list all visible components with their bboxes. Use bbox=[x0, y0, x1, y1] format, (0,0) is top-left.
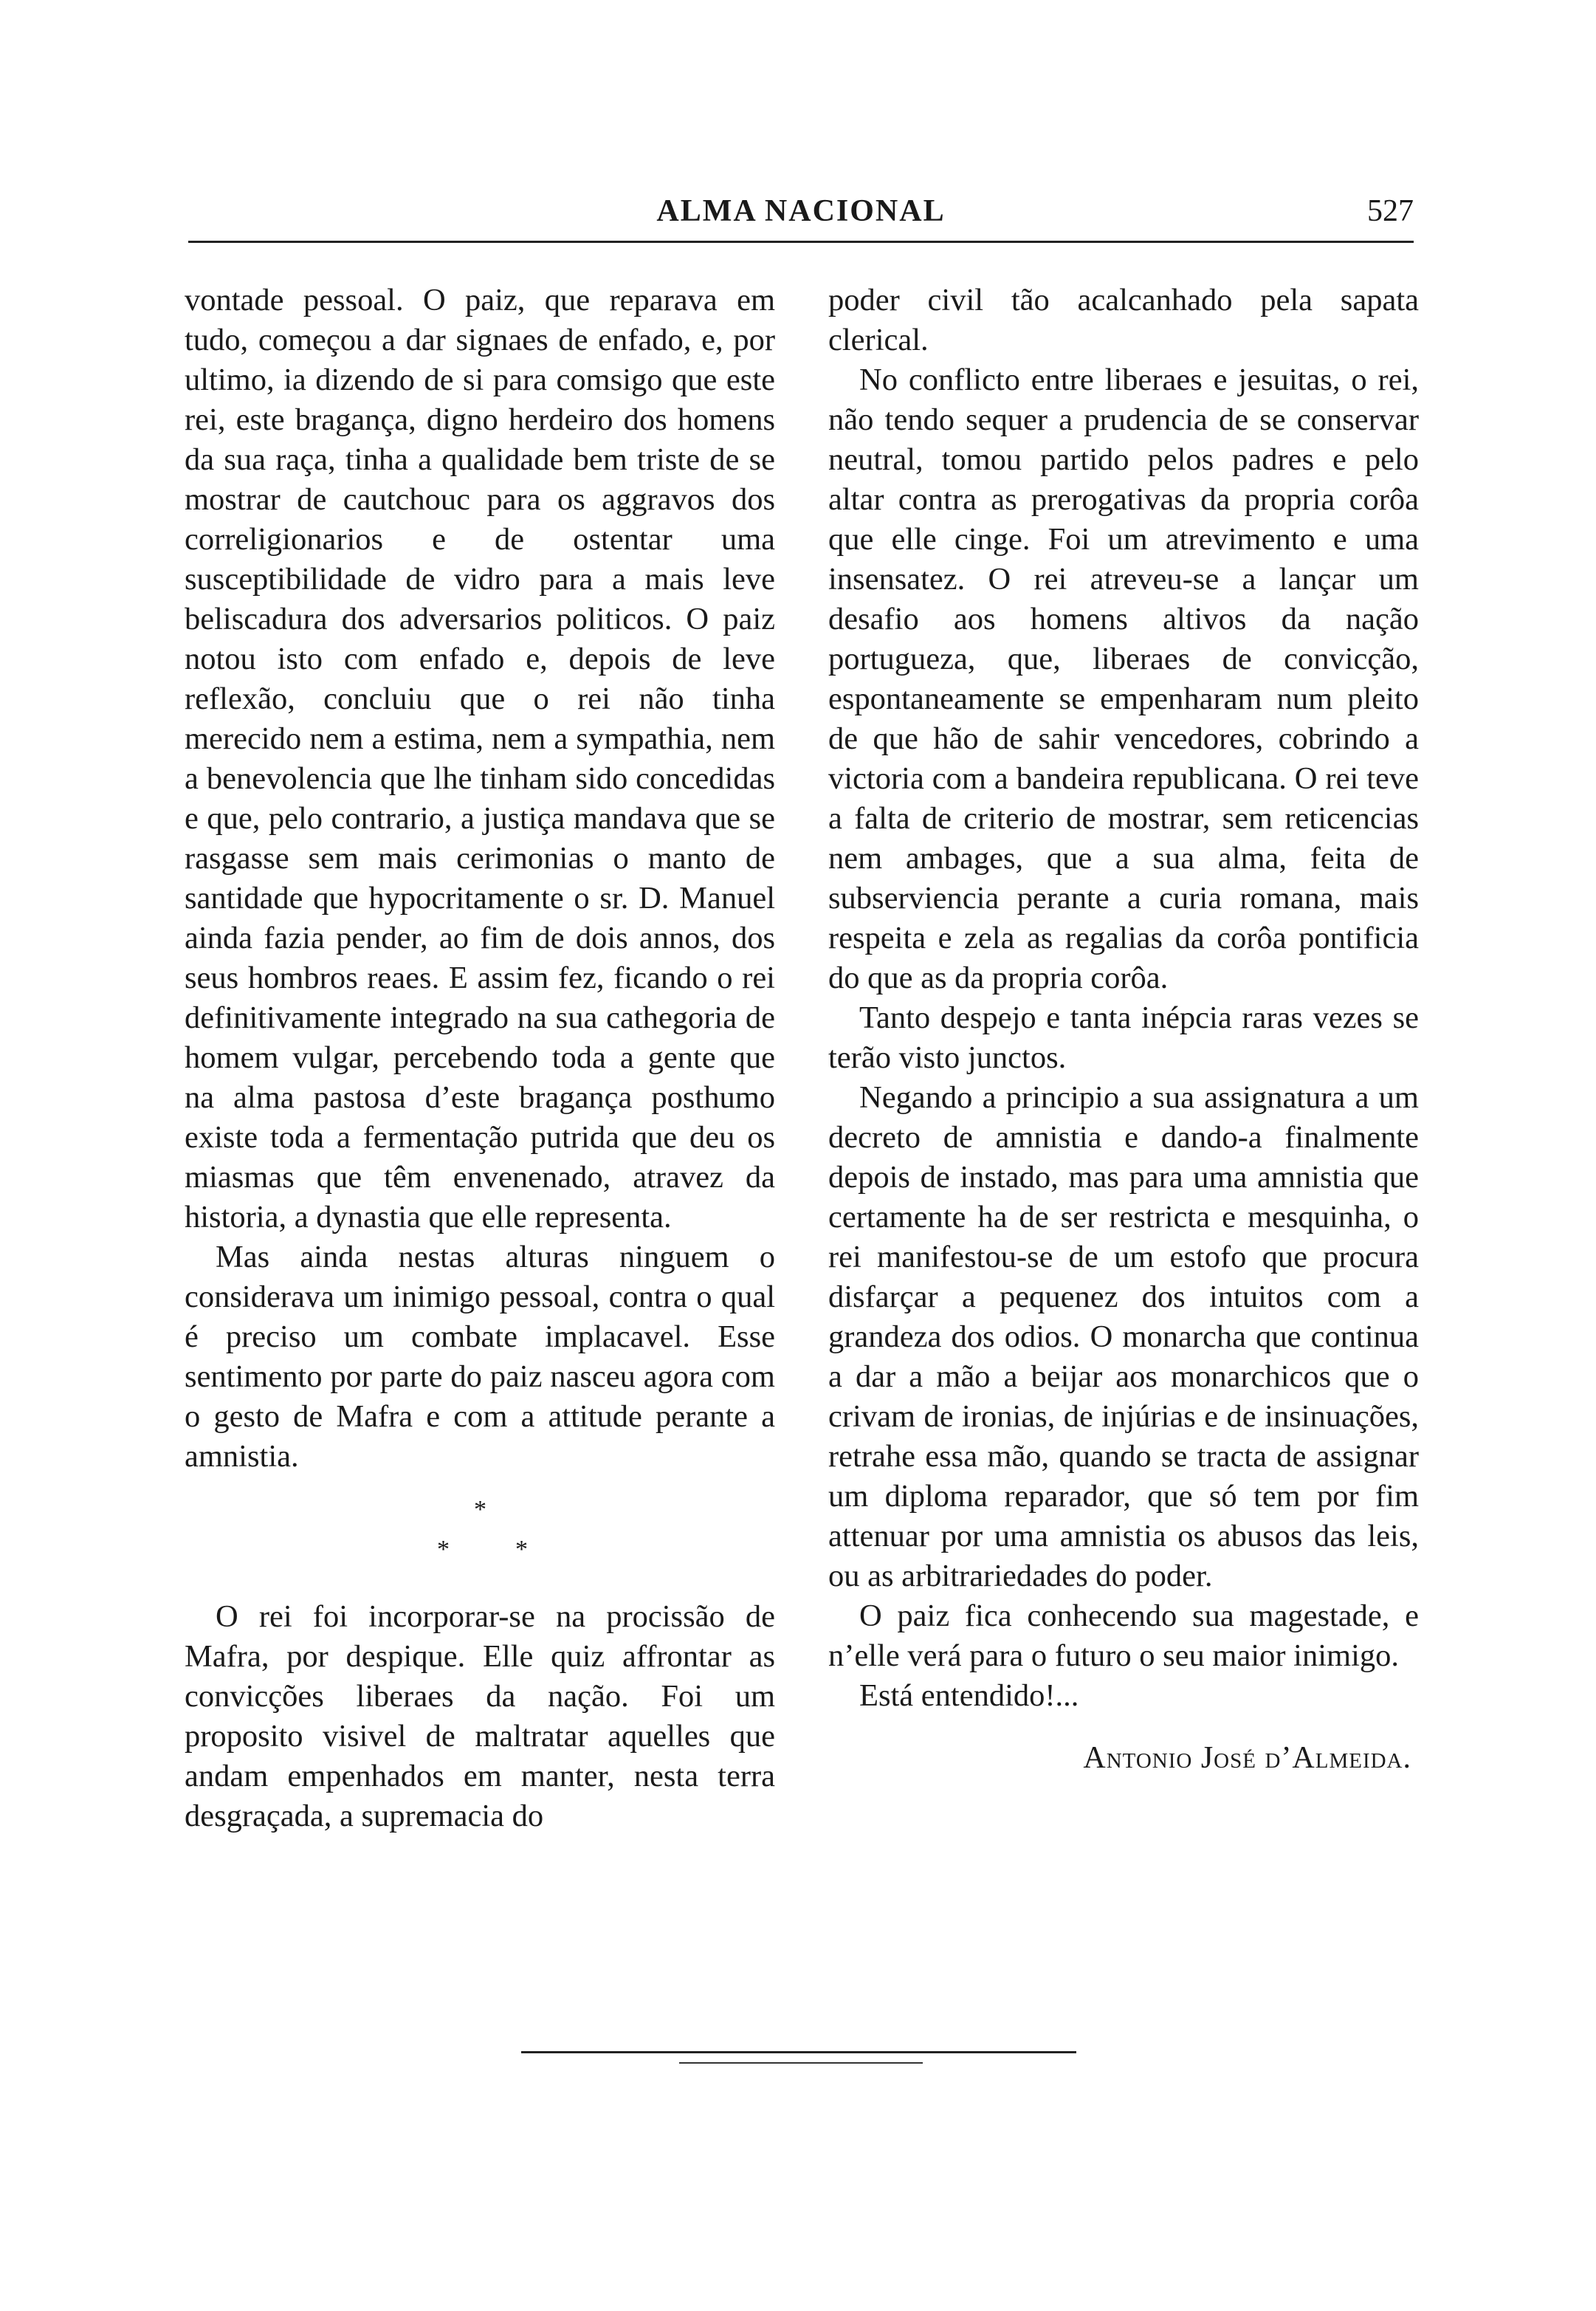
left-column bbox=[185, 281, 775, 1836]
paragraph: O paiz fica conhecendo sua magestade, e n’elle verá para o futuro o seu maior inimigo. bbox=[828, 1599, 1419, 1673]
right-column bbox=[828, 281, 1419, 1778]
section-asterism bbox=[185, 1497, 775, 1597]
paragraph: poder civil tão acalcanhado pela sapata clerical. bbox=[828, 283, 1419, 357]
journal-title: ALMA NACIONAL bbox=[656, 194, 946, 228]
asterism-star: * bbox=[474, 1496, 486, 1523]
paragraph: Está entendido!... bbox=[859, 1678, 1079, 1713]
running-header bbox=[188, 193, 1414, 238]
paragraph: Negando a principio a sua assignatura a um decreto de amnistia e dando-a finalmente depois de instado, mas para uma amnistia que certamente ha de ser restricta e mesquinha, o rei manifestou-se de um estofo que procura disfarçar a pequenez dos intuitos com a grandeza dos odios. O monarcha que continua a dar a mão a beijar aos monarchicos que o crivam de ironias, de injúrias e de insinuações, retrahe essa mão, quando se tracta de assignar um diploma reparador, que só tem por fim attenuar por uma amnistia os abusos das leis, ou as arbitrariedades do poder. bbox=[828, 1080, 1419, 1593]
paragraph: O rei foi incorporar-se na procissão de Mafra, por despique. Elle quiz affrontar as convicções liberaes da nação. Foi um proposito visivel de maltratar aquelles que andam empenhados em manter, nesta terra desgraçada, a supremacia do bbox=[185, 1599, 775, 1833]
header-rule bbox=[188, 241, 1414, 243]
asterism-star: * bbox=[515, 1536, 528, 1563]
end-rule bbox=[521, 2051, 1076, 2053]
end-rule-short bbox=[679, 2062, 923, 2064]
paragraph: Mas ainda nestas alturas ninguem o considerava um inimigo pessoal, contra o qual é preciso um combate implacavel. Esse sentimento por parte do paiz nasceu agora com o gesto de Mafra e com a attitude perante a amnistia. bbox=[185, 1240, 775, 1474]
paragraph: Tanto despejo e tanta inépcia raras vezes se terão visto junctos. bbox=[828, 1000, 1419, 1075]
author-signature: Antonio José d’Almeida. bbox=[1083, 1741, 1411, 1775]
paragraph: vontade pessoal. O paiz, que reparava em tudo, começou a dar signaes de enfado, e, por ultimo, ia dizendo de si para comsigo que este rei, este bragança, digno herdeiro dos homens da sua raça, tinha a qualidade bem triste de se mostrar de cautchouc para os aggravos dos correligionarios e de ostentar uma susceptibilidade de vidro para a mais leve beliscadura dos adversarios politicos. O paiz notou isto com enfado e, depois de leve reflexão, concluiu que o rei não tinha merecido nem a estima, nem a sympathia, nem a benevolencia que lhe tinham sido concedidas e que, pelo contrario, a justiça mandava que se rasgasse sem mais cerimonias o manto de santidade que hypocritamente o sr. D. Manuel ainda fazia pender, ao fim de dois annos, dos seus hombros reaes. E assim fez, ficando o rei definitivamente integrado na sua cathegoria de homem vulgar, percebendo toda a gente que na alma pastosa d’este bragança posthumo existe toda a fermentação putrida que deu os miasmas que têm envenenado, atravez da historia, a dynastia que elle representa. bbox=[185, 283, 775, 1235]
asterism-star: * bbox=[437, 1536, 450, 1563]
page-number: 527 bbox=[1367, 194, 1414, 228]
paragraph: No conflicto entre liberaes e jesuitas, o rei, não tendo sequer a prudencia de se conservar neutral, tomou partido pelos padres e pelo altar contra as prerogativas da propria corôa que elle cinge. Foi um atrevimento e uma insensatez. O rei atreveu-se a lançar um desafio aos homens altivos da nação portugueza, que, liberaes de convicção, espontaneamente se empenharam num pleito de que hão de sahir vencedores, cobrindo a victoria com a bandeira republicana. O rei teve a falta de criterio de mostrar, sem reticencias nem ambages, que a sua alma, feita de subserviencia perante a curia romana, mais respeita e zela as regalias da corôa pontificia do que as da propria corôa. bbox=[828, 363, 1419, 995]
